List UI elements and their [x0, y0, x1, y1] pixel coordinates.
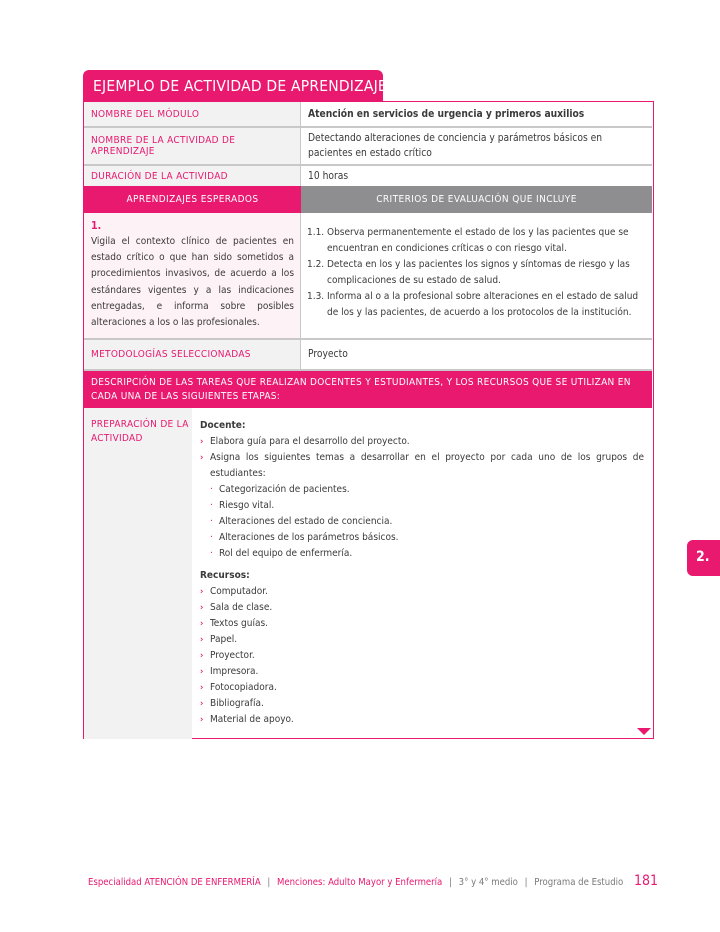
footer-separator: | [449, 877, 452, 888]
continue-arrow-icon [637, 728, 651, 735]
methodology-label: METODOLOGÍAS SELECCIONADAS [84, 340, 301, 369]
resource-item [200, 664, 644, 680]
bullet-icon: · [210, 516, 213, 527]
duration-label: DURACIÓN DE LA ACTIVIDAD [84, 166, 301, 186]
description-banner: DESCRIPCIÓN DE LAS TAREAS QUE REALIZAN DOCENTES Y ESTUDIANTES, Y LOS RECURSOS QUE SE UTILIZAN EN CADA UNA DE LAS SIGUIENTES ETAPAS: [84, 371, 652, 408]
criterion-text: Observa permanentemente el estado de los y las pacientes que se encuentran en condiciones críticas o con riesgo vital. [327, 227, 629, 254]
chevron-right-icon: › [200, 603, 204, 613]
duration-row [84, 166, 652, 186]
footer-level: 3° y 4° medio [458, 877, 518, 888]
chapter-tab[interactable]: 2. [687, 540, 720, 576]
activity-title-tab: EJEMPLO DE ACTIVIDAD DE APRENDIZAJE [83, 70, 383, 102]
teacher-heading: Docente: [200, 420, 246, 431]
criterion-item [307, 225, 644, 257]
resource-item [200, 632, 644, 648]
duration-value: 10 horas [308, 170, 349, 182]
resource-text: Sala de clase. [210, 602, 273, 613]
teacher-item [200, 450, 644, 482]
topic-text: Categorización de pacientes. [219, 484, 350, 495]
bullet-icon: · [210, 500, 213, 511]
module-value: Atención en servicios de urgencia y primeros auxilios [308, 108, 585, 120]
criteria-header: CRITERIOS DE EVALUACIÓN QUE INCLUYE [301, 186, 652, 213]
footer-specialty: ATENCIÓN DE ENFERMERÍA [144, 877, 261, 888]
activity-value: Detectando alteraciones de conciencia y parámetros básicos en pacientes en estado crítico [308, 133, 603, 159]
chevron-right-icon: › [200, 635, 204, 645]
methodology-row [84, 340, 652, 369]
topic-text: Alteraciones del estado de conciencia. [219, 516, 393, 527]
criterion-text: Informa al o a la profesional sobre alteraciones en el estado de salud de los y las pacientes, de acuerdo a los protocolos de la institución. [327, 291, 639, 318]
columns-header-row [84, 186, 652, 213]
footer-separator: | [267, 877, 271, 888]
expected-learning-header: APRENDIZAJES ESPERADOS [84, 186, 301, 213]
resource-item [200, 712, 644, 728]
chevron-right-icon: › [200, 651, 204, 661]
criterion-item [307, 289, 644, 321]
resource-item [200, 616, 644, 632]
resource-item [200, 680, 644, 696]
criterion-number: 1.1. [307, 227, 325, 238]
criteria-cell [301, 213, 652, 338]
teacher-item-text: Asigna los siguientes temas a desarrollar en el proyecto por cada uno de los grupos de estudiantes: [210, 452, 644, 479]
activity-label: NOMBRE DE LA ACTIVIDAD DE APRENDIZAJE [84, 128, 301, 164]
resource-text: Computador. [210, 586, 268, 597]
resource-text: Material de apoyo. [210, 714, 294, 725]
resources-heading: Recursos: [200, 570, 250, 581]
module-row [84, 102, 652, 126]
resource-text: Fotocopiadora. [210, 682, 277, 693]
resource-text: Textos guías. [210, 618, 269, 629]
chevron-right-icon: › [200, 699, 204, 709]
preparation-label: PREPARACIÓN DE LA ACTIVIDAD [84, 408, 192, 739]
resource-item [200, 648, 644, 664]
bullet-icon: · [210, 484, 213, 495]
topic-item [200, 514, 644, 530]
resource-text: Bibliografía. [210, 698, 264, 709]
resource-item [200, 600, 644, 616]
criterion-item [307, 257, 644, 289]
activity-row [84, 128, 652, 164]
chevron-right-icon: › [200, 683, 204, 693]
topic-item [200, 498, 644, 514]
teacher-item-text: Elabora guía para el desarrollo del proyecto. [210, 436, 410, 447]
chevron-right-icon: › [200, 453, 204, 463]
bullet-icon: · [210, 548, 213, 559]
expected-learning-cell [84, 213, 301, 338]
chevron-right-icon: › [200, 715, 204, 725]
chevron-right-icon: › [200, 587, 204, 597]
footer-mentions: Menciones: Adulto Mayor y Enfermería [277, 877, 443, 888]
criterion-number: 1.2. [307, 259, 325, 270]
teacher-item [200, 434, 644, 450]
expected-learning-text: Vigila el contexto clínico de pacientes en estado crítico o que han sido sometidos a procedimientos invasivos, de acuerdo a los estándares vigentes y a las indicaciones entregadas, e informa sobre posibles alteraciones a los o las profesionales. [91, 236, 294, 329]
module-label: NOMBRE DEL MÓDULO [84, 102, 301, 126]
chevron-right-icon: › [200, 437, 204, 447]
topic-text: Alteraciones de los parámetros básicos. [219, 532, 399, 543]
page-footer [88, 877, 668, 888]
topic-item [200, 530, 644, 546]
activity-table [83, 101, 654, 739]
page-number: 181 [634, 873, 659, 889]
topic-text: Riesgo vital. [219, 500, 275, 511]
footer-program: Programa de Estudio [534, 877, 624, 888]
resource-item [200, 584, 644, 600]
topic-text: Rol del equipo de enfermería. [219, 548, 353, 559]
topic-item [200, 546, 644, 562]
footer-specialty-prefix: Especialidad [88, 877, 145, 888]
chevron-right-icon: › [200, 667, 204, 677]
preparation-content [192, 408, 652, 728]
resource-text: Impresora. [210, 666, 259, 677]
resource-item [200, 696, 644, 712]
expected-learning-number: 1. [91, 220, 102, 232]
learning-row [84, 213, 652, 338]
topic-item [200, 482, 644, 498]
footer-separator: | [524, 877, 528, 888]
bullet-icon: · [210, 532, 213, 543]
resource-text: Proyector. [210, 650, 255, 661]
resource-text: Papel. [210, 634, 238, 645]
criterion-number: 1.3. [307, 291, 325, 302]
chevron-right-icon: › [200, 619, 204, 629]
criterion-text: Detecta en los y las pacientes los signos y síntomas de riesgo y las complicaciones de su estado de salud. [327, 259, 630, 286]
methodology-value: Proyecto [308, 349, 348, 360]
